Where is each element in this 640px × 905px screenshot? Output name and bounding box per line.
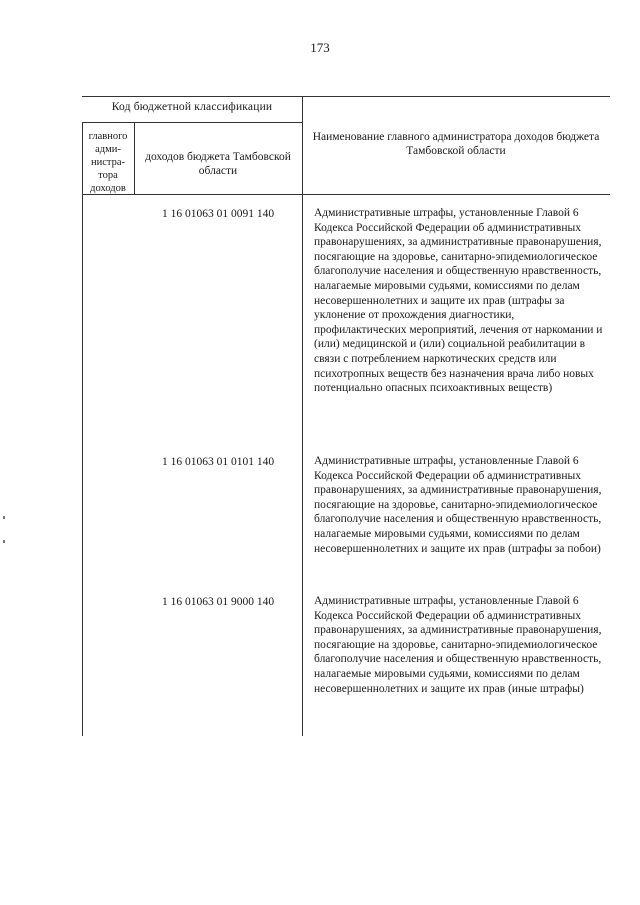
header-income-column: доходов бюджета Тамбовской области [145, 151, 291, 177]
scan-margin-mark [3, 516, 5, 519]
header-code-group: Код бюджетной классификации [111, 101, 273, 113]
code-group-divider [82, 122, 302, 123]
table-row-code: 1 16 01063 01 9000 140 [161, 596, 275, 608]
scan-margin-mark [3, 540, 5, 543]
table-top-border [82, 96, 610, 97]
table-row-code: 1 16 01063 01 0101 140 [161, 456, 275, 468]
table-row-description: Административные штрафы, установленные Главой 6 Кодекса Российской Федерации об административных правонарушениях, за административные правонарушения, посягающие на здоровье, санитарно-эпидемиологическое благополучие населения и общественную нравственность, налагаемые мировыми судьями, комиссиями по делам несовершеннолетних и защите их прав (штрафы за уклонение от прохождения диагностики, профилактических мероприятий, лечения от наркомании и (или) медицинской и (или) социальной реабилитации в связи с потреблением наркотических средств или психотропных веществ без назначения врача либо новых потенциально опасных психоактивных веществ) [314, 207, 603, 395]
page-number: 173 [310, 40, 330, 55]
header-admin-column: главного адми-нистра-тора доходов [88, 131, 128, 194]
budget-classification-table [82, 96, 610, 736]
table-row-code: 1 16 01063 01 0091 140 [161, 208, 275, 220]
table-left-border [82, 122, 83, 736]
header-bottom-border [82, 194, 610, 195]
name-column-divider [302, 96, 303, 736]
table-row-description: Административные штрафы, установленные Главой 6 Кодекса Российской Федерации об административных правонарушениях, за административные правонарушения, посягающие на здоровье, санитарно-эпидемиологическое благополучие населения и общественную нравственность, налагаемые мировыми судьями, комиссиями по делам несовершеннолетних и защите их прав (иные штрафы) [314, 595, 602, 695]
table-row-description: Административные штрафы, установленные Главой 6 Кодекса Российской Федерации об административных правонарушениях, за административные правонарушения, посягающие на здоровье, санитарно-эпидемиологическое благополучие населения и общественную нравственность, налагаемые мировыми судьями, комиссиями по делам несовершеннолетних и защите их прав (штрафы за побои) [314, 455, 602, 555]
header-name-column: Наименование главного администратора доходов бюджета Тамбовской области [312, 131, 600, 157]
